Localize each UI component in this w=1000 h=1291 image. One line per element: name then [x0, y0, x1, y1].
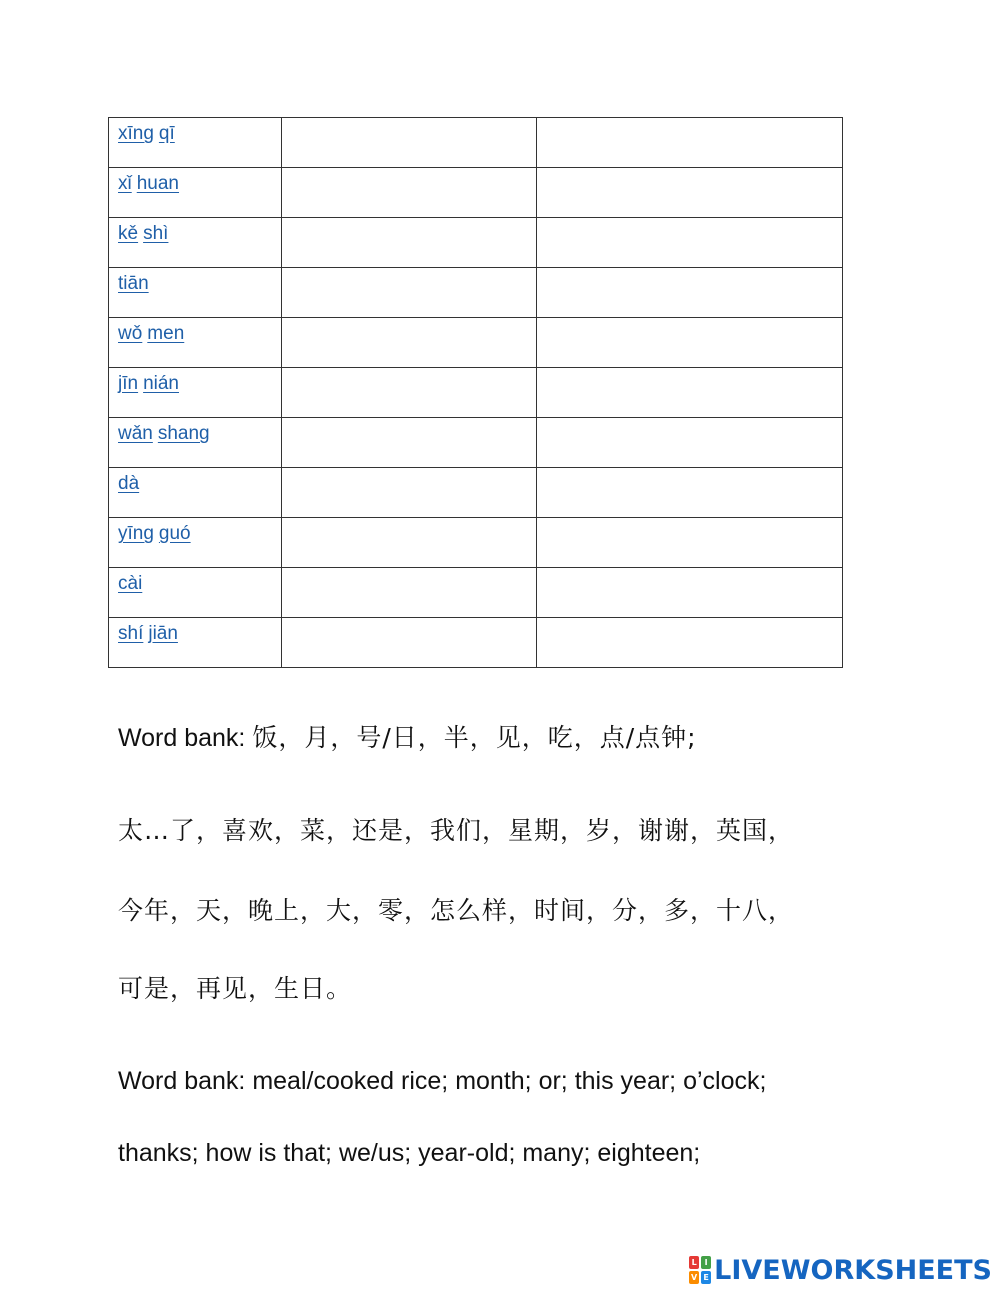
word-bank-chinese-line-1 [118, 722, 697, 754]
characters-answer-cell[interactable] [282, 418, 537, 468]
vocab-row [109, 268, 843, 318]
english-answer-cell[interactable] [537, 118, 843, 168]
english-answer-cell[interactable] [537, 318, 843, 368]
word-bank-english-line-2: thanks; how is that; we/us; year-old; many; eighteen; [118, 1139, 701, 1167]
pinyin-text [109, 618, 281, 646]
pinyin-text [109, 368, 281, 396]
english-answer-cell[interactable] [537, 218, 843, 268]
logo-letter-tile: E [701, 1271, 711, 1284]
word-bank-english-line-1: Word bank: meal/cooked rice; month; or; this year; o’clock; [118, 1067, 767, 1095]
pinyin-text [109, 268, 281, 296]
pinyin-text [109, 568, 281, 596]
characters-answer-cell[interactable] [282, 618, 537, 668]
pinyin-syllable-link[interactable]: huan [136, 173, 180, 194]
characters-answer-cell[interactable] [282, 118, 537, 168]
pinyin-text [109, 318, 281, 346]
word-bank-chinese-line-2: 太…了，喜欢，菜，还是，我们，星期，岁，谢谢，英国， [118, 816, 795, 845]
pinyin-text [109, 468, 281, 496]
liveworksheets-brand [689, 1254, 992, 1286]
pinyin-syllable-link[interactable]: men [147, 323, 185, 344]
pinyin-cell [109, 418, 282, 468]
pinyin-cell [109, 618, 282, 668]
characters-answer-cell[interactable] [282, 368, 537, 418]
pinyin-syllable-link[interactable]: jiān [148, 623, 178, 644]
characters-answer-cell[interactable] [282, 168, 537, 218]
vocab-row [109, 118, 843, 168]
english-answer-cell[interactable] [537, 418, 843, 468]
logo-letter-tile: V [691, 1273, 698, 1282]
pinyin-text [109, 168, 281, 196]
pinyin-text [109, 518, 281, 546]
pinyin-syllable-link[interactable]: xǐ [118, 173, 132, 194]
pinyin-syllable-link[interactable]: wǎn [118, 423, 153, 444]
vocab-row [109, 468, 843, 518]
english-answer-cell[interactable] [537, 518, 843, 568]
word-bank-chinese-line-3: 今年，天，晚上，大，零，怎么样，时间，分，多，十八， [118, 896, 795, 925]
vocab-row [109, 218, 843, 268]
english-answer-cell[interactable] [537, 618, 843, 668]
pinyin-syllable-link[interactable]: shí [118, 623, 144, 644]
characters-answer-cell[interactable] [282, 268, 537, 318]
pinyin-syllable-link[interactable]: jīn [118, 373, 139, 394]
pinyin-syllable-link[interactable]: cài [118, 573, 143, 594]
vocab-row [109, 618, 843, 668]
logo-letter-tile: L [689, 1256, 699, 1269]
characters-answer-cell[interactable] [282, 218, 537, 268]
pinyin-syllable-link[interactable]: yīng [118, 523, 154, 544]
logo-letter-tile: I [701, 1256, 711, 1269]
pinyin-cell [109, 568, 282, 618]
pinyin-syllable-link[interactable]: xīng [118, 123, 154, 144]
english-answer-cell[interactable] [537, 568, 843, 618]
pinyin-text [109, 418, 281, 446]
pinyin-syllable-link[interactable]: shì [143, 223, 169, 244]
pinyin-cell [109, 118, 282, 168]
liveworksheets-logo-icon [689, 1256, 711, 1284]
english-answer-cell[interactable] [537, 268, 843, 318]
english-answer-cell[interactable] [537, 168, 843, 218]
vocab-row [109, 368, 843, 418]
pinyin-syllable-link[interactable]: tiān [118, 273, 149, 294]
pinyin-syllable-link[interactable]: nián [143, 373, 179, 394]
pinyin-text [109, 118, 281, 146]
vocab-row [109, 518, 843, 568]
pinyin-syllable-link[interactable]: dà [118, 473, 140, 494]
characters-answer-cell[interactable] [282, 468, 537, 518]
pinyin-syllable-link[interactable]: qī [158, 123, 175, 144]
pinyin-text [109, 218, 281, 246]
vocab-row [109, 568, 843, 618]
vocab-row [109, 168, 843, 218]
pinyin-syllable-link[interactable]: kě [118, 223, 139, 244]
pinyin-syllable-link[interactable]: wǒ [118, 323, 143, 344]
vocab-table [108, 117, 843, 668]
brand-name: LIVEWORKSHEETS [714, 1254, 992, 1286]
pinyin-cell [109, 168, 282, 218]
vocab-row [109, 418, 843, 468]
pinyin-syllable-link[interactable]: shang [157, 423, 210, 444]
pinyin-cell [109, 268, 282, 318]
pinyin-cell [109, 468, 282, 518]
pinyin-syllable-link[interactable]: guó [158, 523, 191, 544]
word-bank-label: Word bank: [118, 724, 253, 752]
pinyin-cell [109, 518, 282, 568]
english-answer-cell[interactable] [537, 468, 843, 518]
english-answer-cell[interactable] [537, 368, 843, 418]
vocab-row [109, 318, 843, 368]
characters-answer-cell[interactable] [282, 518, 537, 568]
vocab-table-body [109, 118, 843, 668]
characters-answer-cell[interactable] [282, 568, 537, 618]
pinyin-cell [109, 318, 282, 368]
word-bank-chinese-line-4: 可是，再见，生日。 [118, 974, 353, 1003]
characters-answer-cell[interactable] [282, 318, 537, 368]
pinyin-cell [109, 368, 282, 418]
word-bank-chinese-text-1: 饭，月，号/日，半，见，吃，点/点钟; [252, 723, 697, 752]
pinyin-cell [109, 218, 282, 268]
